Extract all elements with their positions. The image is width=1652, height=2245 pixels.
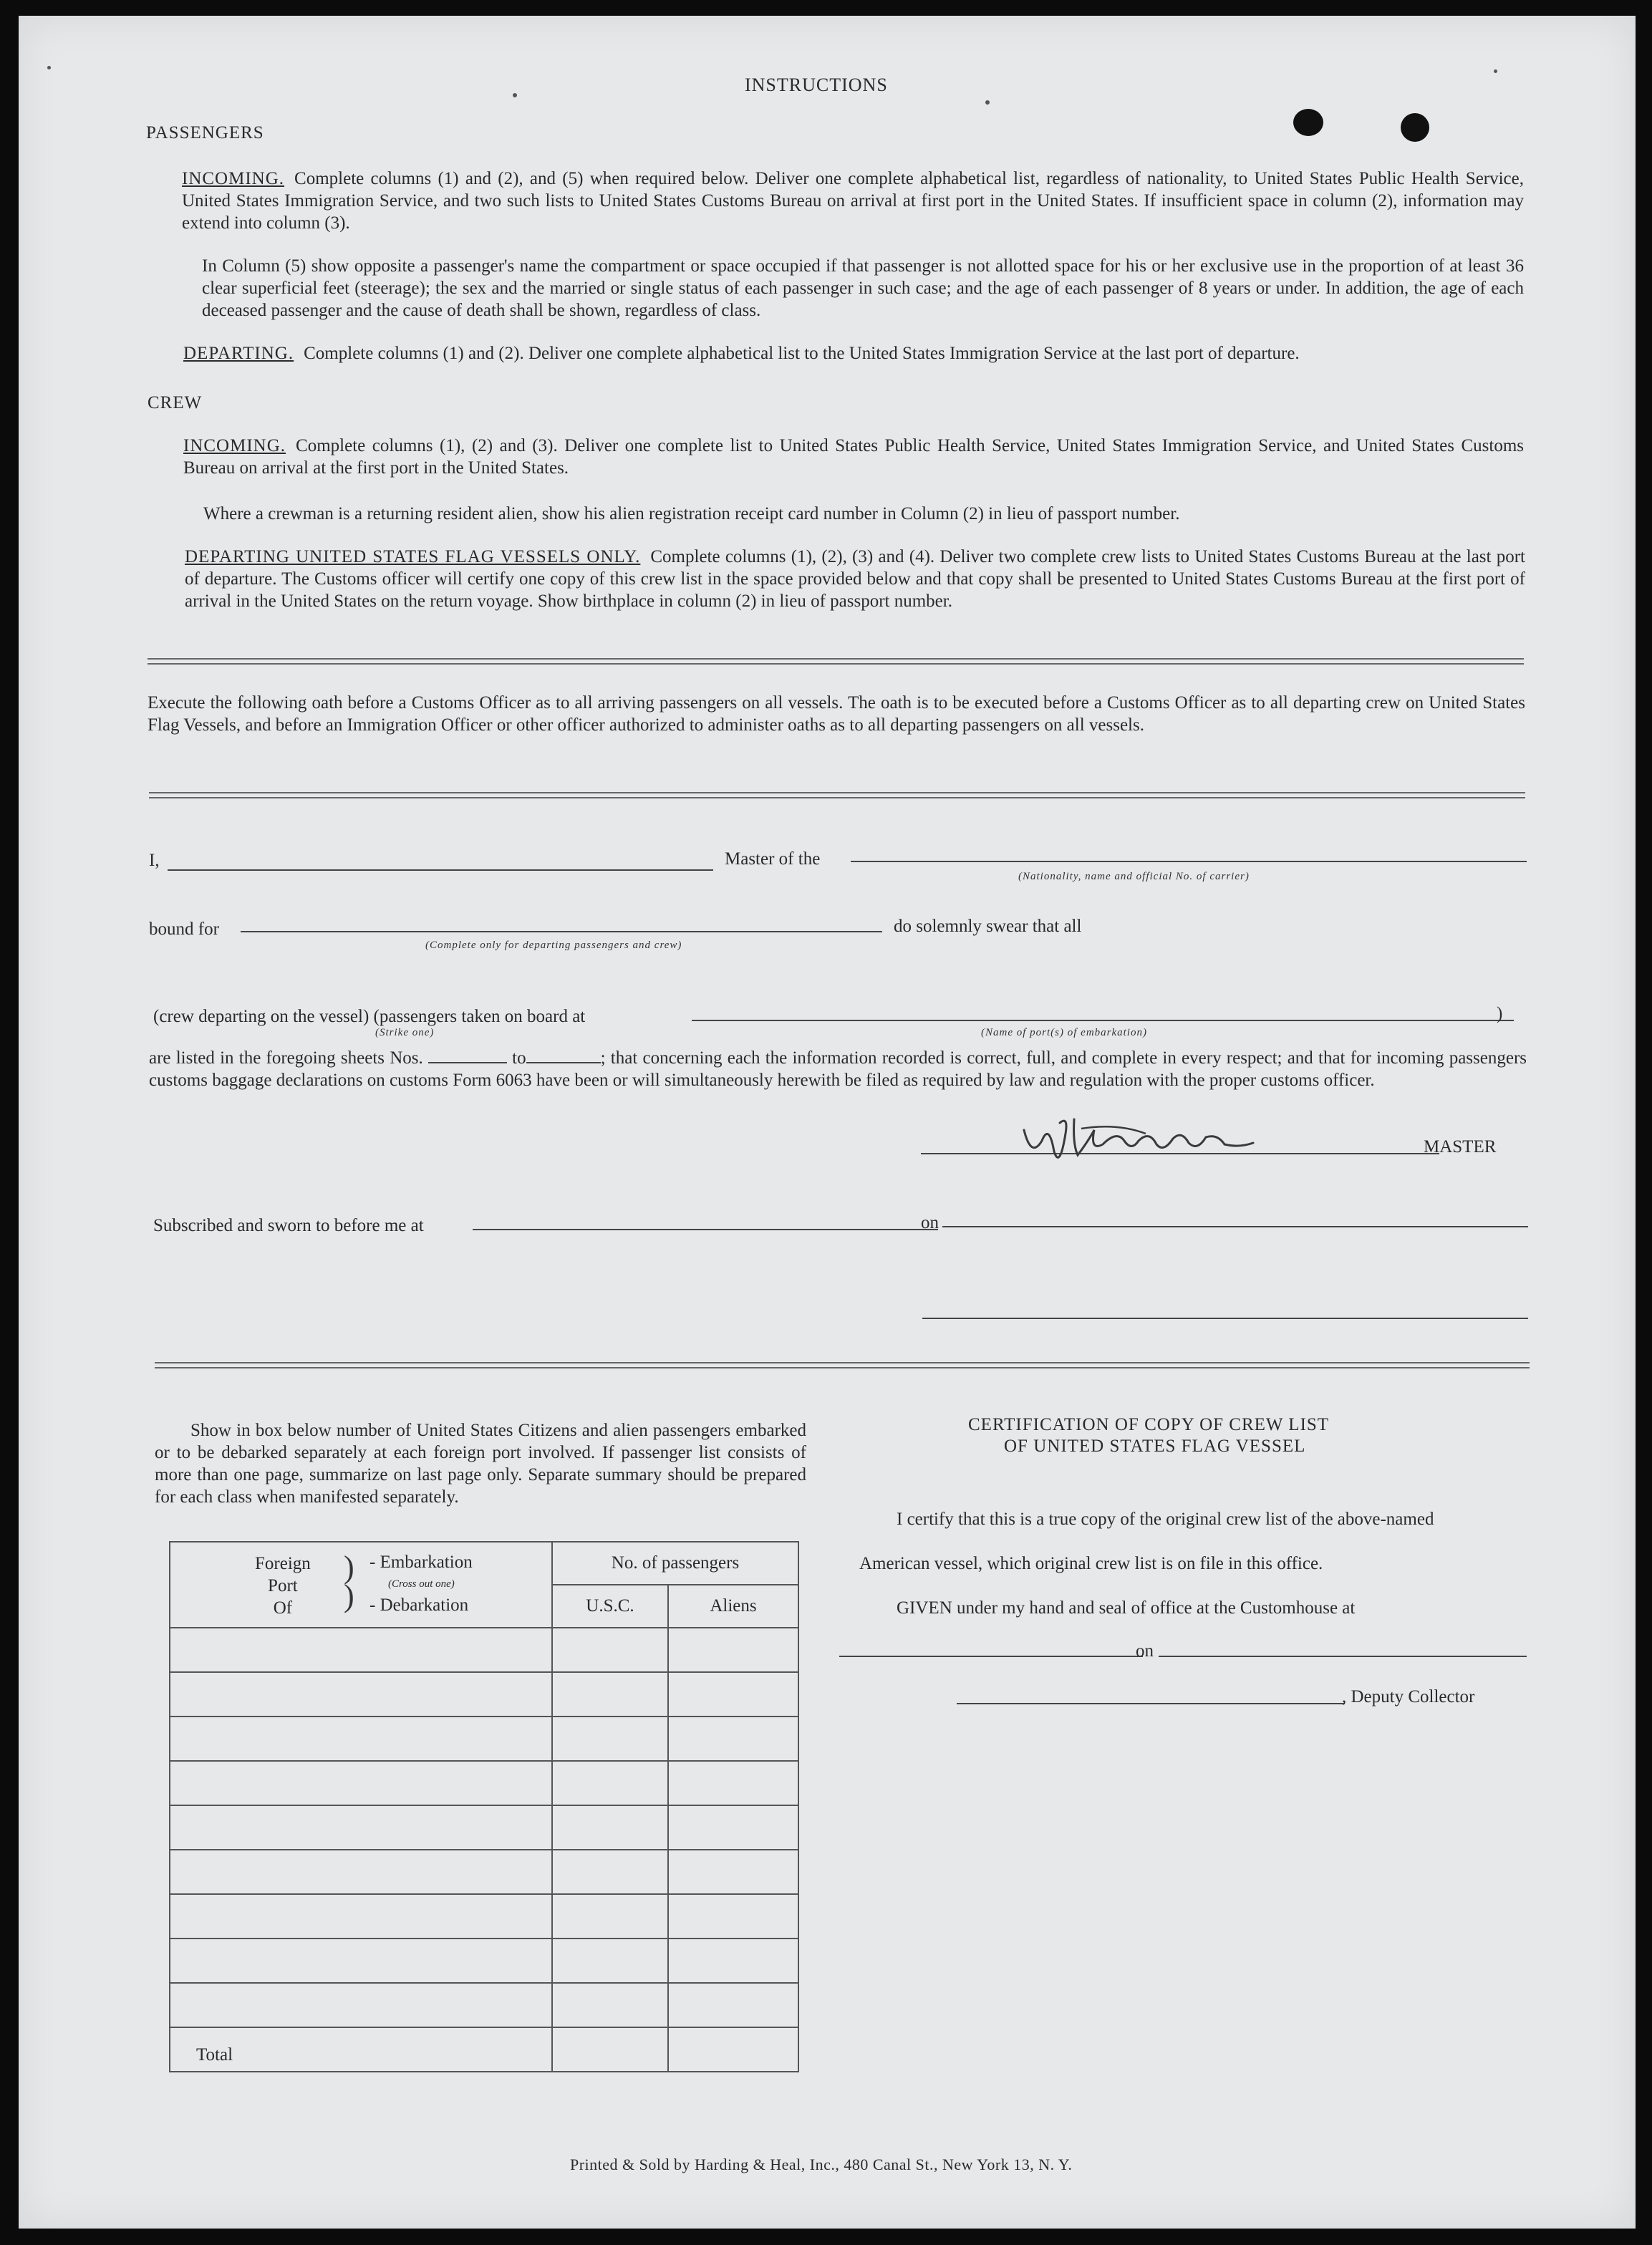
total-label: Total — [196, 2045, 233, 2065]
crew-departing-label: (crew departing on the vessel) (passengers taken on board at — [153, 1007, 586, 1026]
section-divider — [155, 1362, 1530, 1368]
section-divider — [149, 792, 1525, 798]
port-cell[interactable] — [170, 1939, 552, 1983]
page-title: INSTRUCTIONS — [745, 74, 888, 95]
crew-incoming-paragraph — [183, 435, 1524, 479]
port-cell[interactable] — [170, 1850, 552, 1894]
complete-note: (Complete only for departing passengers and crew) — [425, 940, 682, 951]
passengers-incoming-label: INCOMING. — [182, 169, 285, 188]
officer-signature-field[interactable] — [922, 1318, 1528, 1319]
crew-resident-paragraph: Where a crewman is a returning resident alien, show his alien registration receipt card number in Column (2) in lieu of passport number. — [203, 504, 1180, 523]
passengers-departing-label: DEPARTING. — [183, 344, 294, 363]
speck — [985, 100, 990, 105]
punch-hole — [1401, 113, 1429, 142]
usc-cell[interactable] — [552, 1983, 668, 2027]
oath-intro-paragraph: Execute the following oath before a Customs Officer as to all arriving passengers on all vessels. The oath is to be executed before a Customs Officer as to all departing crew on United States Flag Vessels, and before an Immigration Officer or other officer authorized to administer oaths as to all departing passengers on all vessels. — [148, 693, 1525, 735]
certify-line-1: I certify that this is a true copy of the original crew list of the above-named — [897, 1510, 1434, 1529]
nationality-note: (Nationality, name and official No. of carrier) — [1018, 871, 1250, 882]
given-line: GIVEN under my hand and seal of office at the Customhouse at — [897, 1598, 1356, 1618]
aliens-cell[interactable] — [668, 1805, 798, 1850]
port-header — [170, 1542, 552, 1628]
aliens-cell[interactable] — [668, 1850, 798, 1894]
port-cell[interactable] — [170, 1761, 552, 1805]
passengers-heading: PASSENGERS — [146, 123, 264, 143]
bound-for-field[interactable] — [241, 931, 882, 932]
aliens-cell[interactable] — [668, 1983, 798, 2027]
aliens-cell[interactable] — [668, 1761, 798, 1805]
carrier-field[interactable] — [851, 861, 1527, 862]
usc-cell[interactable] — [552, 1761, 668, 1805]
listed-paragraph — [149, 1047, 1527, 1091]
signature — [1010, 1101, 1282, 1173]
embarkation-label: - Embarkation — [369, 1553, 473, 1572]
passengers-departing-text: Complete columns (1) and (2). Deliver one complete alphabetical list to the United States Immigration Service at the last port of departure. — [304, 344, 1300, 363]
aliens-header: Aliens — [668, 1585, 798, 1628]
punch-hole — [1293, 109, 1323, 136]
usc-cell[interactable] — [552, 1939, 668, 1983]
sheet-from-field[interactable] — [428, 1048, 507, 1063]
subscribed-date-field[interactable] — [942, 1226, 1528, 1227]
deputy-collector-label: , Deputy Collector — [1342, 1687, 1475, 1706]
speck — [513, 93, 517, 97]
usc-cell[interactable] — [552, 1717, 668, 1761]
usc-cell[interactable] — [552, 1850, 668, 1894]
port-cell[interactable] — [170, 1672, 552, 1717]
port-cell[interactable] — [170, 1628, 552, 1672]
sheet-to-field[interactable] — [526, 1048, 601, 1063]
port-cell[interactable] — [170, 1894, 552, 1939]
debarkation-label: - Debarkation — [369, 1595, 469, 1615]
crew-departing-paragraph — [185, 546, 1525, 612]
usc-cell[interactable] — [552, 1894, 668, 1939]
strike-note: (Strike one) — [375, 1027, 435, 1038]
aliens-cell[interactable] — [668, 1672, 798, 1717]
subscribed-on-label: on — [921, 1213, 939, 1232]
usc-cell[interactable] — [552, 1805, 668, 1850]
brace-top: ) — [344, 1550, 354, 1585]
aliens-cell[interactable] — [668, 1717, 798, 1761]
certification-title-1: CERTIFICATION OF COPY OF CREW LIST — [968, 1415, 1330, 1434]
foreign-label: Foreign — [255, 1554, 311, 1573]
certification-on-label: on — [1136, 1641, 1154, 1661]
certify-line-2: American vessel, which original crew list is on file in this office. — [859, 1554, 1323, 1573]
aliens-cell[interactable] — [668, 1628, 798, 1672]
passengers-departing-paragraph — [183, 342, 1525, 364]
master-of-label: Master of the — [725, 849, 821, 869]
certification-date-field[interactable] — [1159, 1656, 1527, 1657]
speck — [1494, 69, 1497, 73]
section-divider — [148, 658, 1524, 665]
customhouse-field[interactable] — [839, 1656, 1143, 1657]
certification-title-2: OF UNITED STATES FLAG VESSEL — [1004, 1437, 1306, 1456]
usc-cell[interactable] — [552, 1628, 668, 1672]
speck — [47, 66, 51, 69]
aliens-total-cell[interactable] — [668, 2027, 798, 2072]
listed-text: ; that concerning each the information recorded is correct, full, and complete in every respect; and that for incoming passengers customs baggage declarations on customs Form 6063 have been or will simultaneously herewith be filed as required by law and regulation with the proper customs officer. — [149, 1048, 1527, 1090]
passengers-incoming-paragraph — [182, 168, 1524, 234]
listed-prefix: are listed in the foregoing sheets Nos. — [149, 1048, 423, 1068]
ports-note: (Name of port(s) of embarkation) — [981, 1027, 1147, 1038]
cross-out-note: (Cross out one) — [388, 1578, 455, 1590]
crew-departing-label: DEPARTING UNITED STATES FLAG VESSELS ONLY. — [185, 547, 641, 566]
master-name-field[interactable] — [168, 869, 713, 871]
printer-footer: Printed & Sold by Harding & Heal, Inc., 480 Canal St., New York 13, N. Y. — [570, 2155, 1073, 2173]
oath-i-label: I, — [149, 851, 160, 870]
port-cell[interactable] — [170, 1717, 552, 1761]
no-passengers-header: No. of passengers — [552, 1542, 798, 1585]
usc-header: U.S.C. — [552, 1585, 668, 1628]
bound-for-label: bound for — [149, 919, 219, 939]
passengers-column5-paragraph: In Column (5) show opposite a passenger's name the compartment or space occupied if that passenger is not allotted space for his or her exclusive use in the proportion of at least 36 clear superficial feet (steerage); the sex and the married or single status of each passenger in such case; and the age of each passenger of 8 years or under. In addition, the age of each deceased passenger and the cause of death shall be shown, regardless of class. — [202, 256, 1524, 320]
subscribed-label: Subscribed and sworn to before me at — [153, 1216, 424, 1235]
crew-incoming-label: INCOMING. — [183, 436, 286, 455]
of-label: Of — [273, 1598, 293, 1618]
swear-label: do solemnly swear that all — [894, 917, 1082, 936]
port-cell[interactable] — [170, 1805, 552, 1850]
master-label: MASTER — [1424, 1137, 1497, 1157]
summary-instructions: Show in box below number of United States Citizens and alien passengers embarked or to be debarked separately at each foreign port involved. If passenger list consists of more than one page, summarize on last page only. Separate summary should be prepared for each class when manifested separately. — [155, 1421, 806, 1507]
close-paren: ) — [1497, 1004, 1503, 1023]
to-word: to — [512, 1048, 526, 1068]
brace-bottom: ) — [344, 1578, 354, 1613]
passengers-incoming-text: Complete columns (1) and (2), and (5) when required below. Deliver one complete alphabetical list, regardless of nationality, to United States Public Health Service, United States Immigration Service, and two such lists to United States Customs Bureau on arrival at first port in the United States. If insufficient space in column (2), information may extend into column (3). — [182, 169, 1524, 233]
crew-departing-text: Complete columns (1), (2), (3) and (4). Deliver two complete crew lists to United States Customs Bureau at the last port of departure. The Customs officer will certify one copy of this crew list in the space provided below and that copy shall be presented to United States Customs Bureau at the first port of arrival in the United States on the return voyage. Show birthplace in column (2) in lieu of passport number. — [185, 547, 1525, 611]
usc-cell[interactable] — [552, 1672, 668, 1717]
ports-field[interactable] — [692, 1020, 1514, 1021]
crew-incoming-text: Complete columns (1), (2) and (3). Deliver one complete list to United States Public Health Service, United States Immigration Service, and United States Customs Bureau on arrival at the first port in the United States. — [183, 436, 1524, 478]
usc-total-cell[interactable] — [552, 2027, 668, 2072]
aliens-cell[interactable] — [668, 1894, 798, 1939]
subscribed-place-field[interactable] — [473, 1229, 938, 1230]
aliens-cell[interactable] — [668, 1939, 798, 1983]
port-cell[interactable] — [170, 1983, 552, 2027]
crew-heading: CREW — [148, 393, 203, 412]
port-label: Port — [268, 1576, 298, 1595]
deputy-collector-field[interactable] — [957, 1703, 1345, 1704]
passenger-summary-table — [169, 1541, 799, 2072]
form-page — [19, 16, 1636, 2229]
total-label-cell — [170, 2027, 552, 2072]
